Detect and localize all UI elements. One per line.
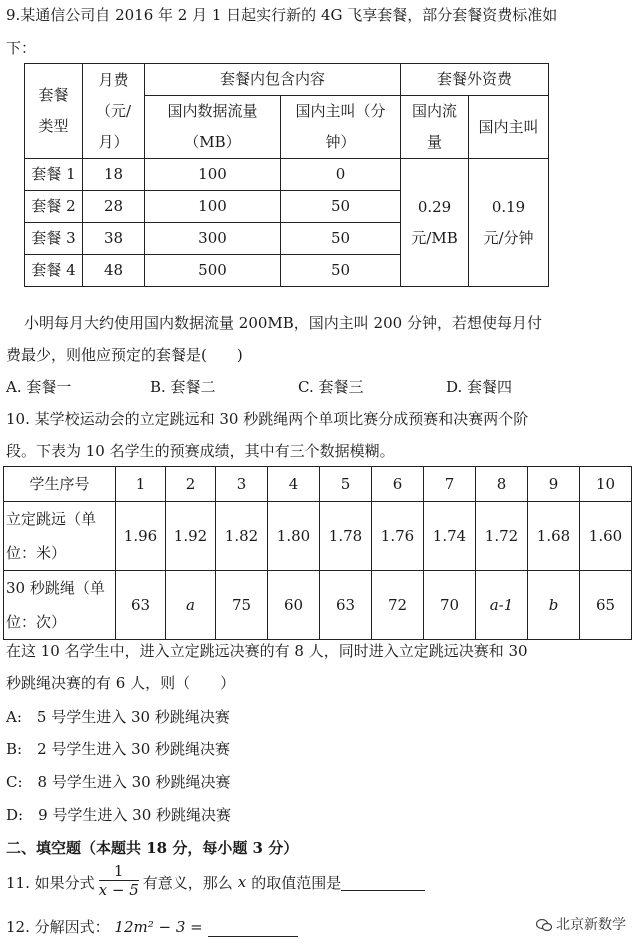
jump-score: 1.82 bbox=[216, 502, 268, 571]
plan-name: 套餐 4 bbox=[25, 255, 83, 287]
student-id: 7 bbox=[424, 467, 476, 502]
plan-calls: 50 bbox=[281, 191, 401, 223]
q10-option-a: A: 5 号学生进入 30 秒跳绳决赛 bbox=[6, 708, 230, 726]
q9-option-c: C. 套餐三 bbox=[298, 378, 364, 396]
q12-prefix: 12. 分解因式： bbox=[6, 918, 110, 936]
q9-stem-line1: 9.某通信公司自 2016 年 2 月 1 日起实行新的 4G 飞享套餐，部分套餐资费标准如 bbox=[6, 6, 558, 24]
plan-fee: 48 bbox=[83, 255, 145, 287]
plan-name: 套餐 1 bbox=[25, 159, 83, 191]
extra-data-fee: 0.29 元/MB bbox=[401, 159, 469, 287]
q11-suffix: 的取值范围是 bbox=[251, 873, 342, 892]
q9-option-b: B. 套餐二 bbox=[150, 378, 216, 396]
wechat-icon bbox=[536, 918, 552, 932]
jump-score: 1.68 bbox=[528, 502, 580, 571]
watermark bbox=[536, 914, 626, 934]
q9-question-line1: 小明每月大约使用国内数据流量 200MB，国内主叫 200 分钟，若想使每月付 bbox=[24, 314, 542, 332]
header-extra-calls: 国内主叫 bbox=[469, 96, 549, 159]
q9-fee-table bbox=[24, 63, 549, 287]
header-calls: 国内主叫（分 钟） bbox=[281, 96, 401, 159]
table-row bbox=[25, 159, 549, 191]
q11-prefix: 11. 如果分式 bbox=[6, 873, 95, 892]
plan-calls: 50 bbox=[281, 223, 401, 255]
rope-score: 63 bbox=[116, 571, 166, 640]
plan-calls: 50 bbox=[281, 255, 401, 287]
q11-middle: 有意义，那么 bbox=[142, 873, 233, 892]
student-id: 4 bbox=[268, 467, 320, 502]
student-id: 8 bbox=[476, 467, 528, 502]
q12 bbox=[6, 916, 298, 937]
plan-data: 100 bbox=[145, 159, 281, 191]
header-extra-data: 国内流 量 bbox=[401, 96, 469, 159]
header-extra-fees: 套餐外资费 bbox=[401, 64, 549, 96]
jump-score: 1.60 bbox=[580, 502, 632, 571]
table-row bbox=[4, 571, 632, 640]
table-row bbox=[4, 467, 632, 502]
extra-call-fee: 0.19 元/分钟 bbox=[469, 159, 549, 287]
q10-option-d: D: 9 号学生进入 30 秒跳绳决赛 bbox=[6, 806, 232, 824]
jump-score: 1.80 bbox=[268, 502, 320, 571]
q11-fraction bbox=[99, 862, 139, 899]
header-included: 套餐内包含内容 bbox=[145, 64, 401, 96]
rope-score: 65 bbox=[580, 571, 632, 640]
rope-score: a bbox=[166, 571, 216, 640]
jump-score: 1.92 bbox=[166, 502, 216, 571]
plan-name: 套餐 2 bbox=[25, 191, 83, 223]
q10-score-table bbox=[3, 466, 632, 640]
jump-score: 1.74 bbox=[424, 502, 476, 571]
student-id: 6 bbox=[372, 467, 424, 502]
rope-score: a-1 bbox=[476, 571, 528, 640]
plan-name: 套餐 3 bbox=[25, 223, 83, 255]
q9-option-a: A. 套餐一 bbox=[6, 378, 72, 396]
q10-question-line2: 秒跳绳决赛的有 6 人，则（ ） bbox=[6, 674, 236, 692]
student-id: 2 bbox=[166, 467, 216, 502]
student-id: 3 bbox=[216, 467, 268, 502]
header-data: 国内数据流量 （MB） bbox=[145, 96, 281, 159]
answer-blank[interactable] bbox=[208, 920, 298, 937]
plan-data: 100 bbox=[145, 191, 281, 223]
q10-option-b: B: 2 号学生进入 30 秒跳绳决赛 bbox=[6, 740, 231, 758]
jump-row-label: 立定跳远（单 位：米） bbox=[4, 502, 116, 571]
q9-question-line2: 费最少，则他应预定的套餐是( ) bbox=[6, 346, 243, 364]
section-heading: 二、填空题（本题共 18 分，每小题 3 分） bbox=[6, 839, 299, 857]
q10-question-line1: 在这 10 名学生中，进入立定跳远决赛的有 8 人，同时进入立定跳远决赛和 30 bbox=[6, 642, 528, 660]
student-id: 5 bbox=[320, 467, 372, 502]
rope-row-label: 30 秒跳绳（单 位：次） bbox=[4, 571, 116, 640]
q10-stem-line1: 10. 某学校运动会的立定跳远和 30 秒跳绳两个单项比赛分成预赛和决赛两个阶 bbox=[6, 410, 529, 428]
q11 bbox=[6, 862, 425, 902]
jump-score: 1.72 bbox=[476, 502, 528, 571]
rope-score: 75 bbox=[216, 571, 268, 640]
rope-score: 60 bbox=[268, 571, 320, 640]
header-plan-type: 套餐 类型 bbox=[25, 64, 83, 159]
answer-blank[interactable] bbox=[341, 874, 425, 891]
student-id: 10 bbox=[580, 467, 632, 502]
student-id: 1 bbox=[116, 467, 166, 502]
header-monthly-fee: 月费 （元/ 月） bbox=[83, 64, 145, 159]
rope-score: b bbox=[528, 571, 580, 640]
plan-fee: 18 bbox=[83, 159, 145, 191]
q9-stem-line2: 下： bbox=[6, 39, 37, 57]
watermark-text: 北京新数学 bbox=[556, 917, 626, 933]
jump-score: 1.96 bbox=[116, 502, 166, 571]
q11-variable: x bbox=[237, 873, 247, 891]
fraction-numerator: 1 bbox=[99, 862, 139, 881]
plan-fee: 28 bbox=[83, 191, 145, 223]
plan-calls: 0 bbox=[281, 159, 401, 191]
plan-data: 300 bbox=[145, 223, 281, 255]
rope-score: 70 bbox=[424, 571, 476, 640]
rope-score: 72 bbox=[372, 571, 424, 640]
plan-fee: 38 bbox=[83, 223, 145, 255]
jump-score: 1.76 bbox=[372, 502, 424, 571]
q10-stem-line2: 段。下表为 10 名学生的预赛成绩，其中有三个数据模糊。 bbox=[6, 442, 395, 460]
fraction-denominator: x − 5 bbox=[98, 880, 139, 899]
q10-option-c: C: 8 号学生进入 30 秒跳绳决赛 bbox=[6, 773, 231, 791]
rope-score: 63 bbox=[320, 571, 372, 640]
q9-option-d: D. 套餐四 bbox=[446, 378, 513, 396]
q12-expression: 12m² − 3 = bbox=[114, 918, 203, 936]
header-student-id: 学生序号 bbox=[4, 467, 116, 502]
jump-score: 1.78 bbox=[320, 502, 372, 571]
plan-data: 500 bbox=[145, 255, 281, 287]
student-id: 9 bbox=[528, 467, 580, 502]
table-row bbox=[4, 502, 632, 571]
